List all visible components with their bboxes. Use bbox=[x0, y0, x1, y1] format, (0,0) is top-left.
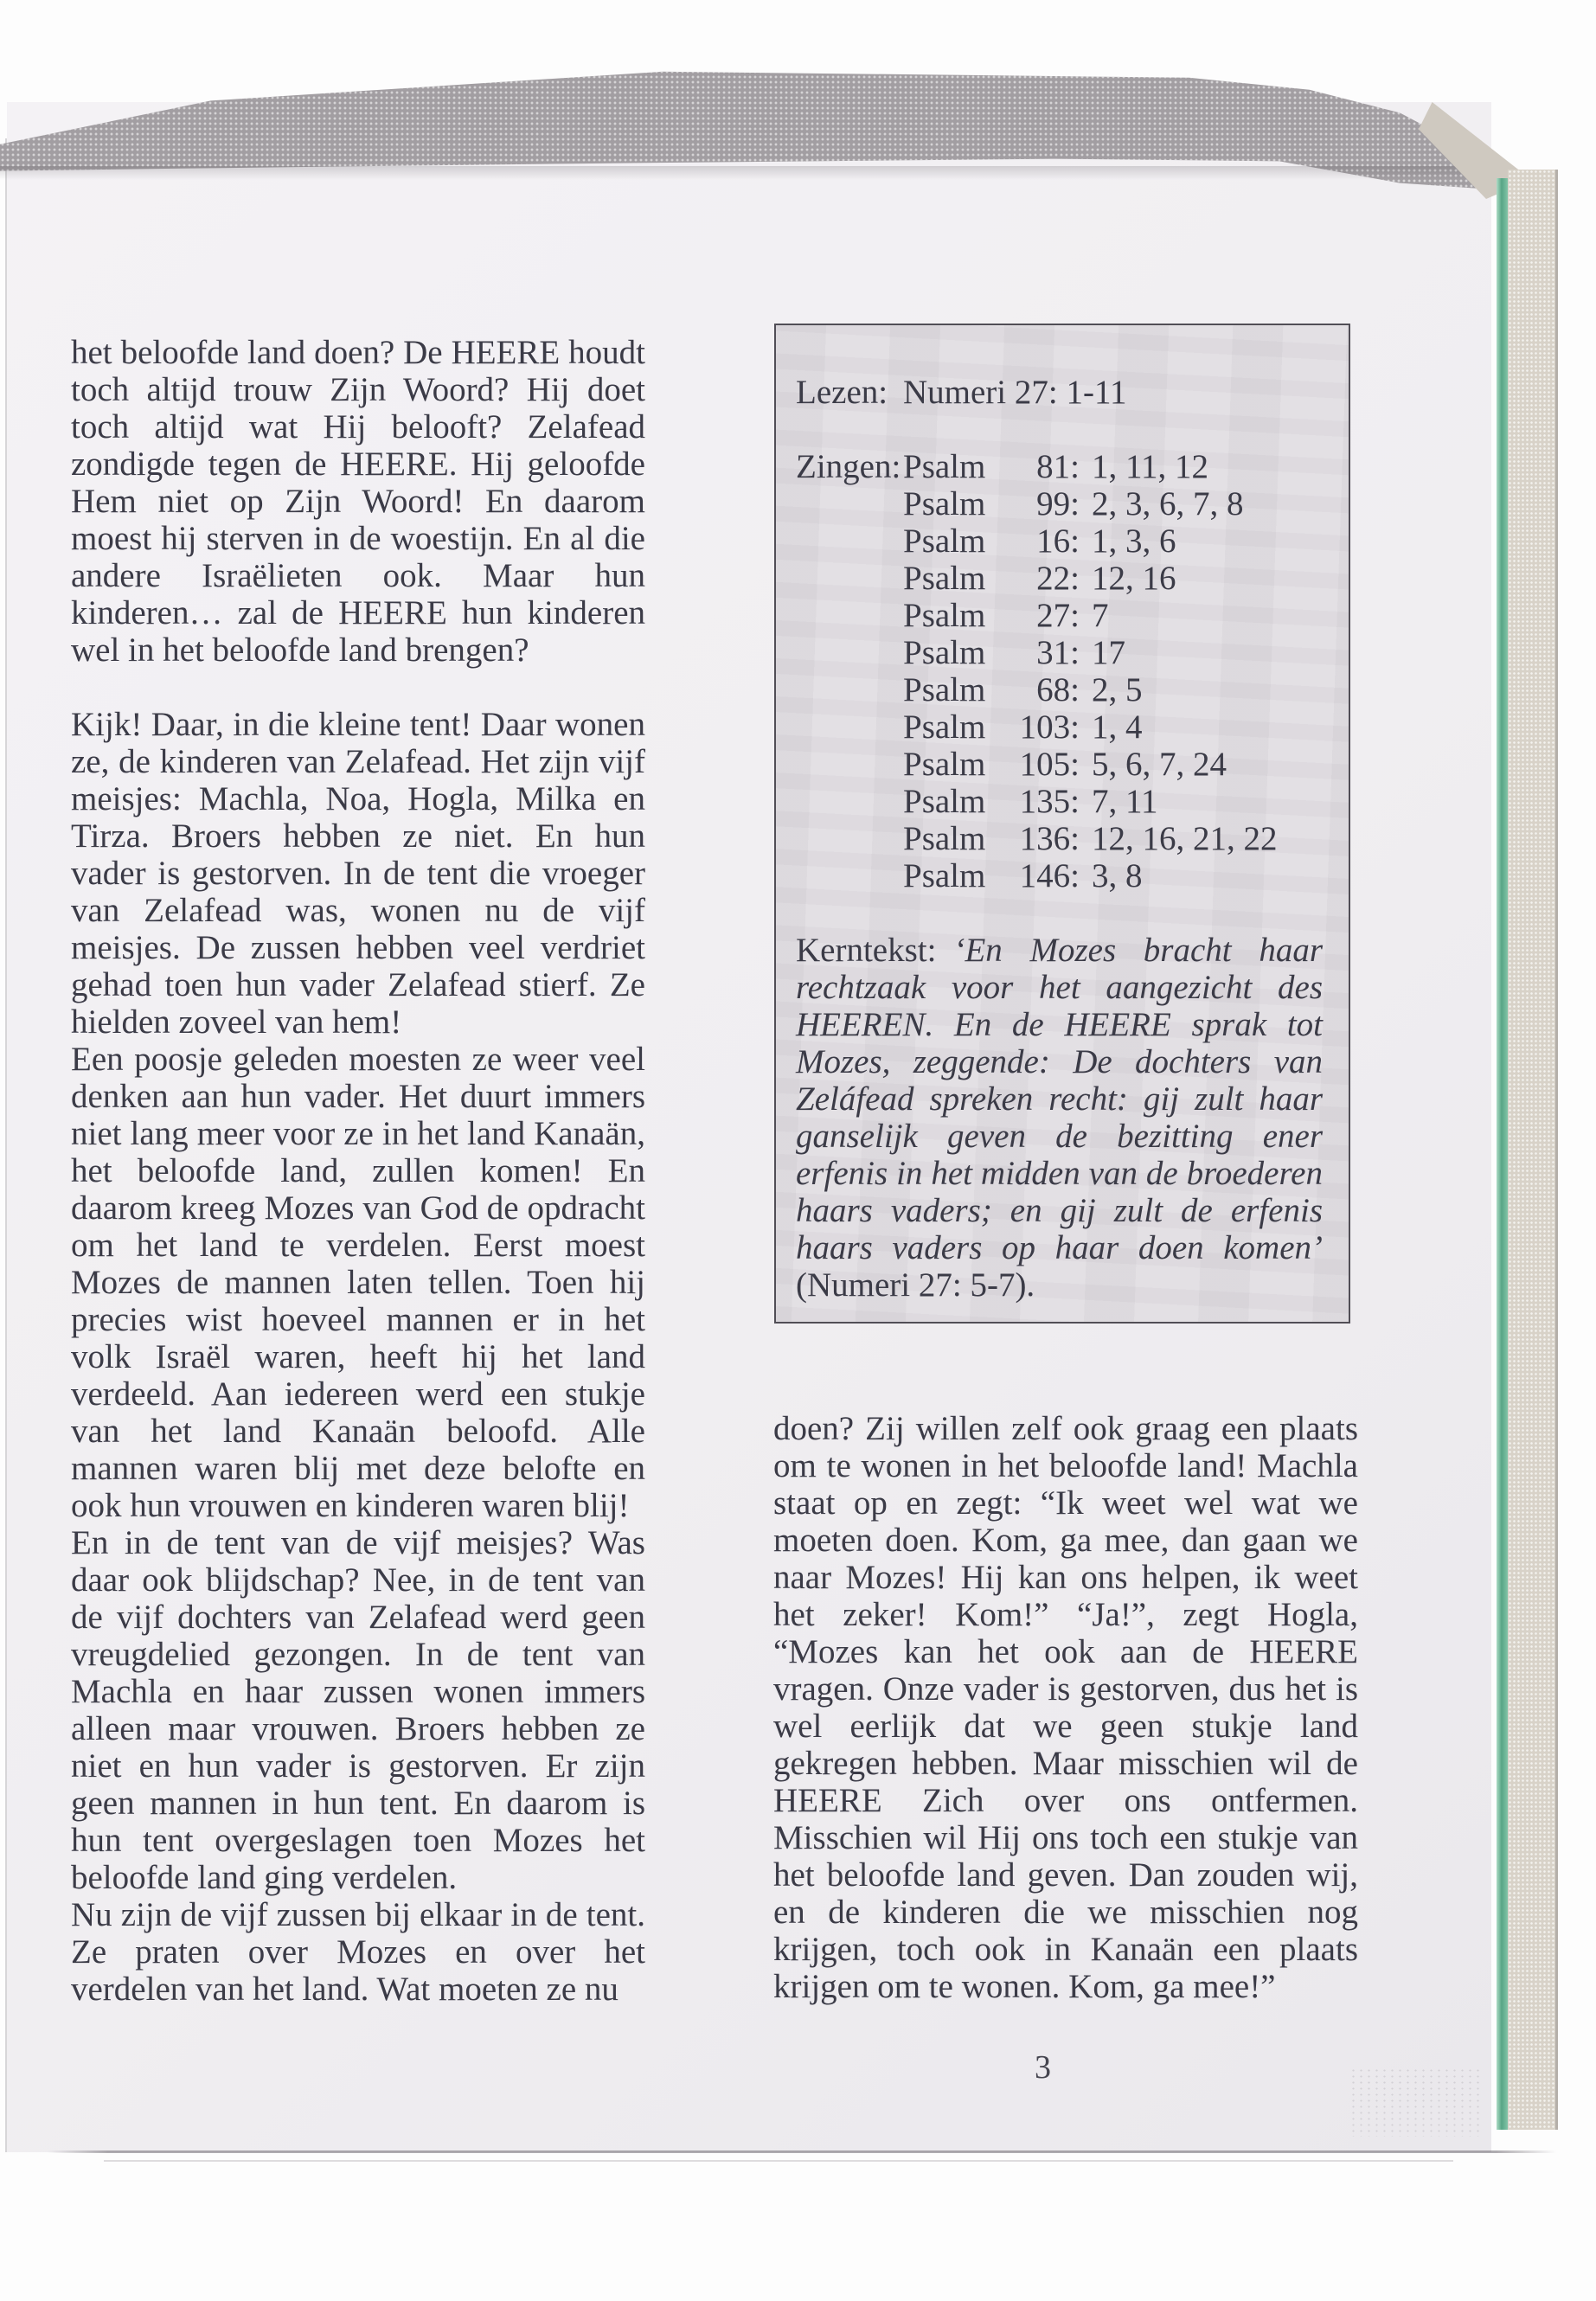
psalm-row bbox=[903, 857, 1323, 894]
psalm-word: Psalm bbox=[903, 448, 986, 485]
zingen-row bbox=[796, 448, 1323, 894]
psalm-number: 31: bbox=[1036, 634, 1080, 671]
kerntekst-label: Kerntekst: bbox=[796, 932, 937, 969]
body-paragraph: Een poosje geleden moesten ze weer veel denken aan hun vader. Het duurt immers niet lang meer voor ze in het land Kanaän, het beloofde land, zullen komen! En daarom kreeg Mozes van God de opdracht om het land te verdelen. Eerst moest Mozes de mannen laten tellen. Toen hij precies wist hoeveel mannen er in het volk Israël waren, heeft hij het land verdeeld. Aan iedereen werd een stukje van het land Kanaän beloofd. Alle mannen waren blij met deze belofte en ook hun vrouwen en kinderen waren blij! bbox=[71, 1041, 645, 1524]
left-text-column bbox=[71, 334, 645, 2008]
psalm-word: Psalm bbox=[903, 746, 986, 783]
body-paragraph: Nu zijn de vijf zussen bij elkaar in de tent. Ze praten over Mozes en over het verdelen van het land. Wat moeten ze nu bbox=[71, 1896, 645, 2008]
psalm-verses: 7, 11 bbox=[1092, 783, 1158, 820]
psalm-verses: 1, 11, 12 bbox=[1092, 448, 1209, 485]
psalm-row bbox=[903, 671, 1323, 708]
psalm-row bbox=[903, 634, 1323, 671]
psalm-word: Psalm bbox=[903, 485, 986, 522]
right-text-column bbox=[773, 1410, 1358, 2005]
lezen-row bbox=[796, 374, 1323, 411]
page-bottom-edge-line bbox=[48, 2150, 1556, 2153]
scan-noise-speckle bbox=[1349, 2067, 1479, 2137]
psalm-word: Psalm bbox=[903, 522, 986, 560]
page-bottom-edge-line-faint bbox=[104, 2160, 1453, 2162]
psalm-verses: 1, 3, 6 bbox=[1092, 522, 1176, 560]
psalm-number: 135: bbox=[1019, 783, 1080, 820]
psalm-number: 68: bbox=[1036, 671, 1080, 708]
body-paragraph: Kijk! Daar, in die kleine tent! Daar wonen ze, de kinderen van Zelafead. Het zijn vijf meisjes: Machla, Noa, Hogla, Milka en Tirza. Broers hebben ze niet. En hun vader is gestorven. In de tent die vroeger van Zelafead was, wonen nu de vijf meisjes. De zussen hebben veel verdriet gehad toen hun vader Zelafead stierf. Ze hielden zoveel van hem! bbox=[71, 706, 645, 1041]
psalm-verses: 17 bbox=[1092, 634, 1125, 671]
psalm-verses: 1, 4 bbox=[1092, 708, 1143, 746]
page-left-edge-line bbox=[5, 138, 7, 2152]
book-cover-green-edge bbox=[1497, 178, 1508, 2130]
psalm-number: 27: bbox=[1036, 597, 1080, 634]
psalm-number: 136: bbox=[1019, 820, 1080, 857]
lezen-label: Lezen: bbox=[796, 374, 888, 411]
psalm-list bbox=[903, 448, 1323, 894]
kerntekst-reference: (Numeri 27: 5-7). bbox=[796, 1266, 1035, 1304]
kerntekst-quote: ‘En Mozes bracht haar rechtzaak voor het aangezicht des HEEREN. En de HEERE sprak tot Mozes, zeggende: De dochters van Zeláfead spreken recht: gij zult haar ganselijk geven de bezitting ener erfenis in het midden van de broederen haars vaders; en gij zult de erfenis haars vaders op haar doen komen’ bbox=[796, 932, 1323, 1266]
psalm-number: 99: bbox=[1036, 485, 1080, 522]
psalm-number: 22: bbox=[1036, 560, 1080, 597]
psalm-row bbox=[903, 448, 1323, 485]
psalm-row bbox=[903, 708, 1323, 746]
psalm-number: 103: bbox=[1019, 708, 1080, 746]
psalm-row bbox=[903, 485, 1323, 522]
psalm-number: 81: bbox=[1036, 448, 1080, 485]
lezen-value: Numeri 27: 1-11 bbox=[903, 374, 1127, 411]
psalm-row bbox=[903, 746, 1323, 783]
body-paragraph: het beloofde land doen? De HEERE houdt toch altijd trouw Zijn Woord? Hij doet toch altijd wat Hij belooft? Zelafead zondigde tegen de HEERE. Hij geloofde Hem niet op Zijn Woord! En daarom moest hij sterven in de woestijn. En al die andere Israëlieten ook. Maar hun kinderen… zal de HEERE hun kinderen wel in het beloofde land brengen? bbox=[71, 334, 645, 669]
psalm-word: Psalm bbox=[903, 783, 986, 820]
psalm-verses: 12, 16, 21, 22 bbox=[1092, 820, 1278, 857]
psalm-row bbox=[903, 820, 1323, 857]
psalm-verses: 3, 8 bbox=[1092, 857, 1143, 894]
body-paragraph: En in de tent van de vijf meisjes? Was daar ook blijdschap? Nee, in de tent van de vijf dochters van Zelafead werd geen vreugdelied gezongen. In de tent van Machla en haar zussen wonen immers alleen maar vrouwen. Broers hebben ze niet en hun vader is gestorven. Er zijn geen mannen in hun tent. En daarom is hun tent overgeslagen toen Mozes het beloofde land ging verdelen. bbox=[71, 1524, 645, 1896]
psalm-verses: 7 bbox=[1092, 597, 1109, 634]
psalm-verses: 2, 3, 6, 7, 8 bbox=[1092, 485, 1244, 522]
psalm-verses: 12, 16 bbox=[1092, 560, 1176, 597]
zingen-label: Zingen: bbox=[796, 448, 901, 485]
psalm-row bbox=[903, 522, 1323, 560]
psalm-word: Psalm bbox=[903, 634, 986, 671]
psalm-row bbox=[903, 783, 1323, 820]
page-block-edge-texture bbox=[1508, 170, 1558, 2130]
psalm-word: Psalm bbox=[903, 708, 986, 746]
top-edge-shadow bbox=[0, 166, 1497, 180]
psalm-word: Psalm bbox=[903, 671, 986, 708]
body-paragraph: doen? Zij willen zelf ook graag een plaats om te wonen in het beloofde land! Machla staat op en zegt: “Ik weet wel wat we moeten doen. Kom, ga mee, dan gaan we naar Mozes! Hij kan ons helpen, ik weet het zeker! Kom!” “Ja!”, zegt Hogla, “Mozes kan het ook aan de HEERE vragen. Onze vader is gestorven, dus het is wel eerlijk dat we geen stukje land gekregen hebben. Maar misschien wil de HEERE Zich over ons ontfermen. Misschien wil Hij ons toch een stukje van het beloofde land geven. Dan zouden wij, en de kinderen die we misschien nog krijgen, toch ook in Kanaän een plaats krijgen om te wonen. Kom, ga mee!” bbox=[773, 1410, 1358, 2005]
psalm-word: Psalm bbox=[903, 597, 986, 634]
page-number: 3 bbox=[1035, 2049, 1051, 2086]
psalm-word: Psalm bbox=[903, 857, 986, 894]
psalm-number: 146: bbox=[1019, 857, 1080, 894]
psalm-verses: 5, 6, 7, 24 bbox=[1092, 746, 1227, 783]
psalm-verses: 2, 5 bbox=[1092, 671, 1143, 708]
psalm-row bbox=[903, 560, 1323, 597]
psalm-number: 16: bbox=[1036, 522, 1080, 560]
psalm-row bbox=[903, 597, 1323, 634]
psalm-word: Psalm bbox=[903, 820, 986, 857]
lesson-info-box bbox=[774, 324, 1350, 1324]
psalm-word: Psalm bbox=[903, 560, 986, 597]
kerntekst-paragraph bbox=[796, 932, 1323, 1304]
psalm-number: 105: bbox=[1019, 746, 1080, 783]
